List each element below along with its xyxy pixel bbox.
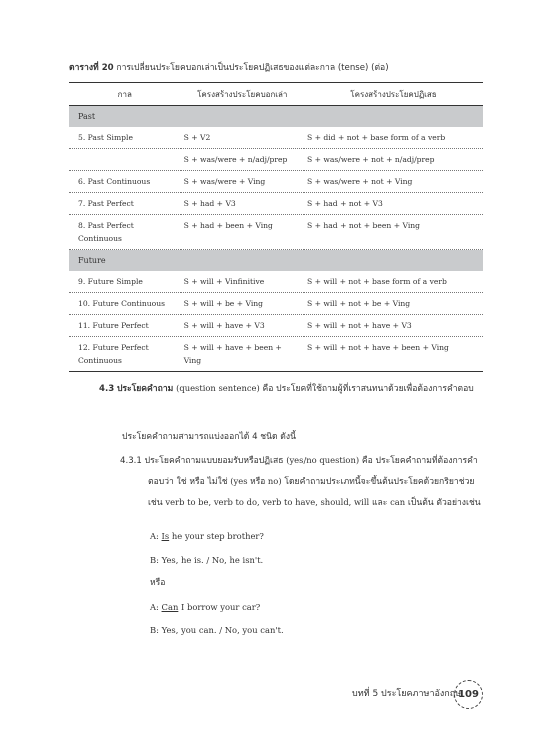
subsection-text-d: และ <box>371 498 388 508</box>
table-row <box>69 315 483 337</box>
table-row <box>69 127 483 149</box>
section-english-term: (question sentence) <box>176 383 260 393</box>
negative-cell: S + will + not + base form of a verb <box>304 271 483 293</box>
section-number: 4.3 <box>99 384 115 394</box>
section-title: ประโยคคำถาม <box>116 384 174 394</box>
negative-cell: S + was/were + not + n/adj/prep <box>304 149 483 171</box>
example-answer-1: B: Yes, he is. / No, he isn't. <box>150 555 264 565</box>
tense-cell: 11. Future Perfect <box>69 315 181 337</box>
tense-cell: 5. Past Simple <box>69 127 181 149</box>
negative-cell: S + will + not + be + Ving <box>304 293 483 315</box>
auxiliary-verb: Can <box>161 602 179 612</box>
group-label-future: Future <box>69 250 483 272</box>
intro-paragraph: ประโยคคำถามสามารถแบ่งออกได้ 4 ชนิด ดังนี้ <box>122 432 296 442</box>
subsection-text-b: คือ ประโยคคำถามที่ต้องการคำตอบว่า ใช่ หรือ ไม่ใช่ <box>148 456 478 487</box>
subsection-en-b: (yes หรือ no) <box>230 476 282 486</box>
affirmative-cell: S + will + have + V3 <box>181 315 304 337</box>
header-negative: โครงสร้างประโยคปฏิเสธ <box>304 83 483 106</box>
tense-cell: 7. Past Perfect <box>69 193 181 215</box>
affirmative-cell: S + was/were + n/adj/prep <box>181 149 304 171</box>
subsection-paragraph <box>120 450 482 513</box>
negative-cell: S + was/were + not + Ving <box>304 171 483 193</box>
example-question-1 <box>150 526 264 546</box>
tense-cell: 12. Future Perfect Continuous <box>69 337 181 372</box>
tense-cell: 10. Future Continuous <box>69 293 181 315</box>
tense-cell: 6. Past Continuous <box>69 171 181 193</box>
tense-cell: 9. Future Simple <box>69 271 181 293</box>
subsection-en-d: can <box>390 497 406 507</box>
subsection-text-e: เป็นต้น ตัวอย่างเช่น <box>407 498 481 508</box>
caption-text: การเปลี่ยนประโยคบอกเล่าเป็นประโยคปฏิเสธของแต่ละกาล (tense) (ต่อ) <box>116 63 389 73</box>
negative-cell: S + had + not + V3 <box>304 193 483 215</box>
table-row <box>69 271 483 293</box>
affirmative-cell: S + will + Vinfinitive <box>181 271 304 293</box>
example-question-2 <box>150 597 260 617</box>
table-caption <box>69 60 389 74</box>
subsection-text-c: โดยคำถามประเภทนี้จะขึ้นต้นประโยคด้วยกริยาช่วย เช่น <box>148 477 475 508</box>
tense-table <box>69 82 483 372</box>
page-number: 109 <box>454 680 483 709</box>
affirmative-cell: S + will + be + Ving <box>181 293 304 315</box>
chapter-footer: บทที่ 5 ประโยคภาษาอังกฤษ <box>352 689 462 699</box>
negative-cell: S + will + not + have + V3 <box>304 315 483 337</box>
affirmative-cell: S + V2 <box>181 127 304 149</box>
affirmative-cell: S + had + V3 <box>181 193 304 215</box>
example-or: หรือ <box>150 578 166 588</box>
affirmative-cell: S + was/were + Ving <box>181 171 304 193</box>
tense-cell: 8. Past Perfect Continuous <box>69 215 181 250</box>
caption-label: ตารางที่ 20 <box>69 63 114 73</box>
table-row <box>69 293 483 315</box>
group-label-past: Past <box>69 106 483 128</box>
speaker-a: A: <box>150 531 162 541</box>
negative-cell: S + had + not + been + Ving <box>304 215 483 250</box>
tense-cell <box>69 149 181 171</box>
subsection-number: 4.3.1 <box>120 456 142 466</box>
table-row <box>69 215 483 250</box>
group-row-past <box>69 106 483 128</box>
auxiliary-verb: Is <box>161 531 170 541</box>
negative-cell: S + did + not + base form of a verb <box>304 127 483 149</box>
negative-cell: S + will + not + have + been + Ving <box>304 337 483 372</box>
section-definition: คือ ประโยคที่ใช้ถามผู้ที่เราสนทนาด้วยเพื่อต้องการคำตอบ <box>262 384 474 394</box>
example-answer-2: B: Yes, you can. / No, you can't. <box>150 625 284 635</box>
table-row <box>69 193 483 215</box>
subsection-en-c: verb to be, verb to do, verb to have, should, will <box>165 497 370 507</box>
subsection-en-a: (yes/no question) <box>286 455 360 465</box>
header-tense: กาล <box>69 83 181 106</box>
question-rest: he your step brother? <box>169 531 264 541</box>
affirmative-cell: S + had + been + Ving <box>181 215 304 250</box>
header-affirmative: โครงสร้างประโยคบอกเล่า <box>181 83 304 106</box>
table-row <box>69 171 483 193</box>
table-row <box>69 337 483 372</box>
table-header-row <box>69 83 483 106</box>
subsection-text-a: ประโยคคำถามแบบยอมรับหรือปฏิเสธ <box>144 456 284 466</box>
affirmative-cell: S + will + have + been + Ving <box>181 337 304 372</box>
table-row <box>69 149 483 171</box>
speaker-a: A: <box>150 602 162 612</box>
section-paragraph <box>69 378 483 399</box>
question-rest: I borrow your car? <box>178 602 261 612</box>
group-row-future <box>69 250 483 272</box>
